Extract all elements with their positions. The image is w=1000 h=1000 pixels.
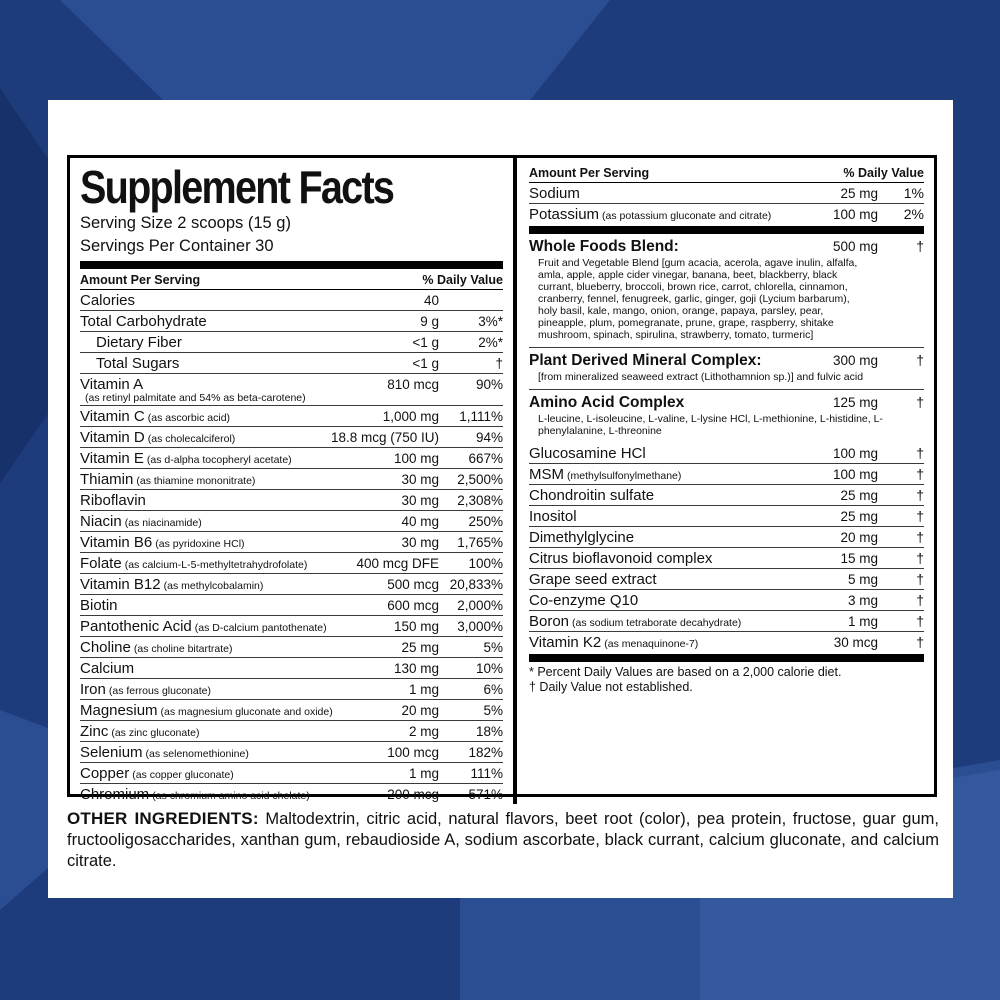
nutrient-row-line (80, 786, 503, 803)
nutrient-amount: 100 mg (832, 446, 878, 461)
nutrient-row-line (80, 534, 503, 551)
nutrient-row-line (529, 185, 924, 202)
nutrient-amount: 40 mg (401, 514, 439, 529)
nutrient-note: (as d-alpha tocopheryl acetate) (146, 454, 292, 466)
nutrient-row-line (80, 313, 503, 330)
nutrient-daily-value: † (916, 613, 924, 629)
nutrient-name: Zinc (80, 723, 109, 740)
nutrient-amount: 30 mcg (833, 635, 878, 650)
nutrient-row-line (80, 450, 503, 467)
blend-name: Amino Acid Complex (529, 394, 685, 411)
nutrient-row (80, 762, 503, 783)
nutrient-row-line (529, 592, 924, 609)
nutrient-amount: 100 mcg (387, 745, 439, 760)
nutrient-name: Vitamin B12 (80, 576, 161, 593)
nutrient-row (80, 678, 503, 699)
nutrient-row (80, 468, 503, 489)
nutrient-name: Selenium (80, 744, 143, 761)
footnotes (529, 662, 924, 699)
nutrient-name: Vitamin A (80, 376, 144, 393)
nutrient-row-line (529, 445, 924, 462)
nutrient-row-line (80, 492, 503, 509)
nutrient-daily-value: † (916, 445, 924, 461)
nutrient-row-line (80, 429, 503, 446)
nutrient-row (80, 699, 503, 720)
nutrient-note: (as pyridoxine HCl) (155, 538, 245, 550)
nutrient-name: Boron (529, 613, 570, 630)
nutrient-row-line (80, 513, 503, 530)
nutrient-row-line (529, 508, 924, 525)
header-amount-per-serving: Amount Per Serving (80, 273, 201, 287)
nutrient-row-line (529, 634, 924, 651)
nutrient-row (529, 463, 924, 484)
nutrient-row (529, 203, 924, 224)
nutrient-amount: 30 mg (401, 493, 439, 508)
nutrient-daily-value: 3%* (478, 314, 503, 329)
nutrient-row (529, 547, 924, 568)
nutrient-amount: 9 g (420, 314, 439, 329)
blend-section-header (529, 238, 924, 256)
nutrient-daily-value: 2%* (478, 335, 503, 350)
nutrient-daily-value: † (916, 487, 924, 503)
nutrient-name: Calories (80, 292, 136, 309)
blend-description: Fruit and Vegetable Blend [gum acacia, acerola, agave inulin, alfalfa, amla, apple, apple cider vinegar, banana, beet, blackberry, black currant, blueberry, broccoli, brown rice, carrot, chlorella, cinnamon, cranberry, fennel, fenugreek, garlic, ginger, goji (Lycium barbarum), holy basil, kale, mango, onion, orange, papaya, parsley, pear, pineapple, plum, pomegranate, prune, grape, raspberry, shitake mushroom, spinach, spirulina, strawberry, tomato, turmeric] (538, 257, 858, 341)
nutrient-row-line (80, 681, 503, 698)
nutrient-row-line (80, 555, 503, 572)
nutrient-daily-value: 3,000% (457, 619, 503, 634)
nutrient-amount: 30 mg (401, 535, 439, 550)
blend-section (529, 234, 924, 347)
nutrient-row (80, 552, 503, 573)
nutrient-daily-value: 20,833% (449, 577, 503, 592)
nutrient-amount: 1 mg (408, 766, 439, 781)
nutrient-name: Thiamin (80, 471, 134, 488)
nutrient-row-line (529, 571, 924, 588)
nutrient-amount: 130 mg (393, 661, 439, 676)
nutrient-amount: 20 mg (840, 530, 878, 545)
nutrient-row (529, 183, 924, 203)
nutrient-name: Co-enzyme Q10 (529, 592, 639, 609)
nutrient-name: Dimethylglycine (529, 529, 635, 546)
nutrient-amount: 1 mg (408, 682, 439, 697)
nutrient-name: Grape seed extract (529, 571, 657, 588)
nutrient-row (80, 636, 503, 657)
nutrient-name: Potassium (529, 206, 600, 223)
footnote-not-established: † Daily Value not established. (529, 680, 693, 694)
other-ingredients (67, 808, 939, 872)
nutrient-daily-value: 2% (903, 206, 924, 222)
nutrient-daily-value: 1% (903, 185, 924, 201)
nutrient-row (529, 505, 924, 526)
blend-description: [from mineralized seaweed extract (Lithothamnion sp.)] and fulvic acid (538, 371, 864, 383)
nutrient-amount: 25 mg (401, 640, 439, 655)
header-spacer (200, 273, 422, 287)
nutrient-daily-value: 2,500% (457, 472, 503, 487)
nutrient-name: MSM (529, 466, 564, 483)
right-column-header (529, 164, 924, 183)
nutrient-name: Riboflavin (80, 492, 146, 509)
nutrient-row-line (80, 408, 503, 425)
nutrient-daily-value: † (916, 634, 924, 650)
nutrient-row-line (529, 206, 924, 223)
nutrient-row-line (529, 529, 924, 546)
header-daily-value: % Daily Value (843, 166, 924, 180)
nutrient-note: (as potassium gluconate and citrate) (602, 210, 772, 222)
thick-divider-bar (529, 226, 924, 234)
nutrient-row (529, 526, 924, 547)
nutrient-amount: 100 mg (832, 207, 878, 222)
nutrient-row-line (529, 487, 924, 504)
nutrient-amount: 30 mg (401, 472, 439, 487)
nutrient-daily-value: 667% (468, 451, 503, 466)
nutrient-amount: 5 mg (847, 572, 878, 587)
nutrient-row-line (80, 702, 503, 719)
nutrient-row (80, 426, 503, 447)
nutrient-row (80, 331, 503, 352)
nutrient-name: Total Carbohydrate (80, 313, 207, 330)
nutrient-name: Iron (80, 681, 106, 698)
nutrient-row (80, 290, 503, 310)
nutrient-name: Folate (80, 555, 122, 572)
nutrient-row-line (80, 334, 503, 351)
nutrient-name: Vitamin D (80, 429, 145, 446)
other-ingredients-text: Maltodextrin, citric acid, natural flavors, beet root (color), pea protein, fructose, guar gum, fructooligosaccharides, xanthan gum, rebaudioside A, sodium ascorbate, black currant, calcium gluconate, and calcium citrate. (67, 810, 939, 870)
nutrient-daily-value: † (916, 529, 924, 545)
nutrient-name: Total Sugars (96, 355, 180, 372)
nutrient-note: (as sodium tetraborate decahydrate) (572, 617, 742, 629)
nutrient-note: (as menaquinone-7) (604, 638, 699, 650)
nutrient-row-line (529, 466, 924, 483)
panel-title: Supplement Facts (80, 161, 394, 213)
nutrient-daily-value: 571% (468, 787, 503, 802)
blend-section-header (529, 352, 924, 370)
nutrient-daily-value: 100% (468, 556, 503, 571)
nutrient-row-line (80, 618, 503, 635)
nutrient-row (529, 610, 924, 631)
nutrient-daily-value: † (495, 356, 503, 371)
nutrient-row (80, 741, 503, 762)
right-bottom-table (529, 443, 924, 652)
nutrient-daily-value: † (916, 550, 924, 566)
nutrient-amount: 1,000 mg (382, 409, 439, 424)
nutrient-row (80, 657, 503, 678)
nutrient-row-line (80, 639, 503, 656)
label-card (48, 100, 953, 898)
nutrient-amount: 810 mcg (387, 377, 439, 392)
nutrient-row-line (80, 723, 503, 740)
nutrient-note: (as magnesium gluconate and oxide) (160, 706, 333, 718)
nutrient-daily-value: 5% (483, 703, 503, 718)
nutrient-row (80, 720, 503, 741)
nutrient-row-line (80, 292, 503, 309)
nutrient-row (529, 589, 924, 610)
nutrient-note: (as D-calcium pantothenate) (194, 622, 327, 634)
right-top-table (529, 183, 924, 224)
nutrient-name: Pantothenic Acid (80, 618, 192, 635)
nutrient-row (529, 484, 924, 505)
nutrient-row-line (80, 660, 503, 677)
nutrient-daily-value: † (916, 571, 924, 587)
header-spacer (649, 166, 843, 180)
nutrient-row (80, 783, 503, 804)
nutrient-name: Vitamin K2 (529, 634, 602, 651)
blend-section (529, 389, 924, 443)
nutrient-amount: 20 mg (401, 703, 439, 718)
nutrient-daily-value: 1,111% (459, 409, 503, 424)
nutrient-amount: 2 mg (408, 724, 439, 739)
nutrient-row-line (80, 376, 503, 393)
nutrient-name: Inositol (529, 508, 577, 525)
nutrient-row (80, 352, 503, 373)
nutrient-amount: 400 mcg DFE (356, 556, 439, 571)
blend-amount: 300 mg (832, 353, 878, 368)
nutrient-name: Dietary Fiber (96, 334, 182, 351)
nutrient-daily-value: 10% (475, 661, 503, 676)
nutrient-row (529, 568, 924, 589)
blend-section (529, 347, 924, 389)
nutrient-note: (as calcium-L-5-methyltetrahydrofolate) (124, 559, 308, 571)
nutrient-daily-value: 90% (475, 377, 503, 392)
thick-divider-bar (80, 261, 503, 269)
nutrient-name: Choline (80, 639, 131, 656)
nutrient-row (80, 310, 503, 331)
nutrient-row-line (80, 355, 503, 372)
other-ingredients-lead: OTHER INGREDIENTS: (67, 809, 259, 828)
nutrient-name: Chondroitin sulfate (529, 487, 655, 504)
nutrient-note: (methylsulfonylmethane) (567, 470, 682, 482)
nutrient-note: (as methylcobalamin) (163, 580, 264, 592)
nutrient-daily-value: † (916, 466, 924, 482)
nutrient-name: Chromium (80, 786, 150, 803)
nutrient-daily-value: 6% (483, 682, 503, 697)
nutrient-row-line (80, 471, 503, 488)
nutrient-name: Sodium (529, 185, 580, 202)
nutrient-amount: 25 mg (840, 488, 878, 503)
nutrient-name: Vitamin C (80, 408, 145, 425)
footnote-daily-values: * Percent Daily Values are based on a 2,000 calorie diet. (529, 665, 842, 679)
nutrient-daily-value: 182% (468, 745, 503, 760)
right-blend-sections (529, 234, 924, 443)
blend-amount: 500 mg (832, 239, 878, 254)
header-amount-per-serving: Amount Per Serving (529, 166, 650, 180)
supplement-facts-panel (67, 155, 937, 803)
nutrient-row-line (529, 550, 924, 567)
nutrient-subnote: (as retinyl palmitate and 54% as beta-carotene) (85, 392, 306, 404)
nutrient-note: (as niacinamide) (124, 517, 202, 529)
nutrient-row (80, 489, 503, 510)
blend-name: Plant Derived Mineral Complex: (529, 352, 762, 369)
nutrient-daily-value: 94% (475, 430, 503, 445)
nutrient-row (80, 373, 503, 405)
nutrient-row (80, 405, 503, 426)
nutrient-name: Biotin (80, 597, 118, 614)
nutrient-row-line (80, 576, 503, 593)
nutrient-row (80, 510, 503, 531)
nutrient-row (80, 594, 503, 615)
blend-description: L-leucine, L-isoleucine, L-valine, L-lysine HCl, L-methionine, L-histidine, L-phenylalanine, L-threonine (538, 413, 883, 437)
nutrient-row-line (529, 613, 924, 630)
nutrient-name: Magnesium (80, 702, 158, 719)
nutrient-note: (as ascorbic acid) (147, 412, 231, 424)
nutrient-daily-value: 2,308% (457, 493, 503, 508)
nutrient-daily-value: 2,000% (457, 598, 503, 613)
nutrient-name: Niacin (80, 513, 122, 530)
nutrient-name: Vitamin E (80, 450, 144, 467)
nutrient-name: Glucosamine HCl (529, 445, 646, 462)
nutrient-amount: 1 mg (847, 614, 878, 629)
nutrient-note: (as zinc gluconate) (111, 727, 200, 739)
nutrient-amount: 200 mcg (387, 787, 439, 802)
nutrient-amount: 15 mg (840, 551, 878, 566)
nutrient-row-line (80, 597, 503, 614)
thick-divider-bar (529, 654, 924, 662)
nutrient-row-line (80, 744, 503, 761)
nutrient-amount: 600 mcg (387, 598, 439, 613)
nutrient-name: Citrus bioflavonoid complex (529, 550, 713, 567)
nutrient-row (80, 447, 503, 468)
left-nutrient-table (80, 290, 503, 804)
nutrient-row (80, 573, 503, 594)
nutrient-row (529, 443, 924, 463)
nutrient-daily-value: 111% (470, 766, 503, 781)
left-column-header (80, 269, 503, 290)
nutrient-amount: 500 mcg (387, 577, 439, 592)
blend-section-header (529, 394, 924, 412)
nutrient-daily-value: 5% (483, 640, 503, 655)
nutrient-amount: 150 mg (393, 619, 439, 634)
nutrient-note: (as cholecalciferol) (147, 433, 236, 445)
nutrient-note: (as ferrous gluconate) (108, 685, 211, 697)
nutrient-amount: 25 mg (840, 509, 878, 524)
blend-daily-value: † (916, 394, 924, 410)
header-daily-value: % Daily Value (422, 273, 503, 287)
serving-size: Serving Size 2 scoops (15 g) (80, 214, 291, 232)
nutrient-amount: 40 (423, 293, 439, 308)
blend-daily-value: † (916, 238, 924, 254)
nutrient-daily-value: 1,765% (457, 535, 503, 550)
nutrient-amount: 100 mg (832, 467, 878, 482)
nutrient-row-line (80, 765, 503, 782)
blend-name: Whole Foods Blend: (529, 238, 679, 255)
nutrient-daily-value: 250% (468, 514, 503, 529)
nutrient-note: (as choline bitartrate) (133, 643, 233, 655)
blend-amount: 125 mg (832, 395, 878, 410)
right-column (517, 158, 934, 804)
left-column (70, 158, 513, 804)
nutrient-note: (as thiamine mononitrate) (136, 475, 256, 487)
nutrient-amount: 25 mg (840, 186, 878, 201)
nutrient-note: (as chromium amino acid chelate) (152, 790, 310, 802)
nutrient-amount: 100 mg (393, 451, 439, 466)
nutrient-amount: 18.8 mcg (750 IU) (330, 430, 439, 445)
nutrient-note: (as selenomethionine) (145, 748, 249, 760)
nutrient-name: Calcium (80, 660, 135, 677)
nutrient-name: Vitamin B6 (80, 534, 153, 551)
nutrient-row (529, 631, 924, 652)
nutrient-note: (as copper gluconate) (132, 769, 234, 781)
nutrient-amount: <1 g (412, 335, 439, 350)
nutrient-name: Copper (80, 765, 130, 782)
blend-daily-value: † (916, 352, 924, 368)
nutrient-daily-value: † (916, 508, 924, 524)
nutrient-daily-value: 18% (475, 724, 503, 739)
nutrient-row (80, 531, 503, 552)
servings-per-container: Servings Per Container 30 (80, 237, 274, 255)
nutrient-daily-value: † (916, 592, 924, 608)
nutrient-row (80, 615, 503, 636)
nutrient-amount: 3 mg (847, 593, 878, 608)
nutrient-amount: <1 g (412, 356, 439, 371)
